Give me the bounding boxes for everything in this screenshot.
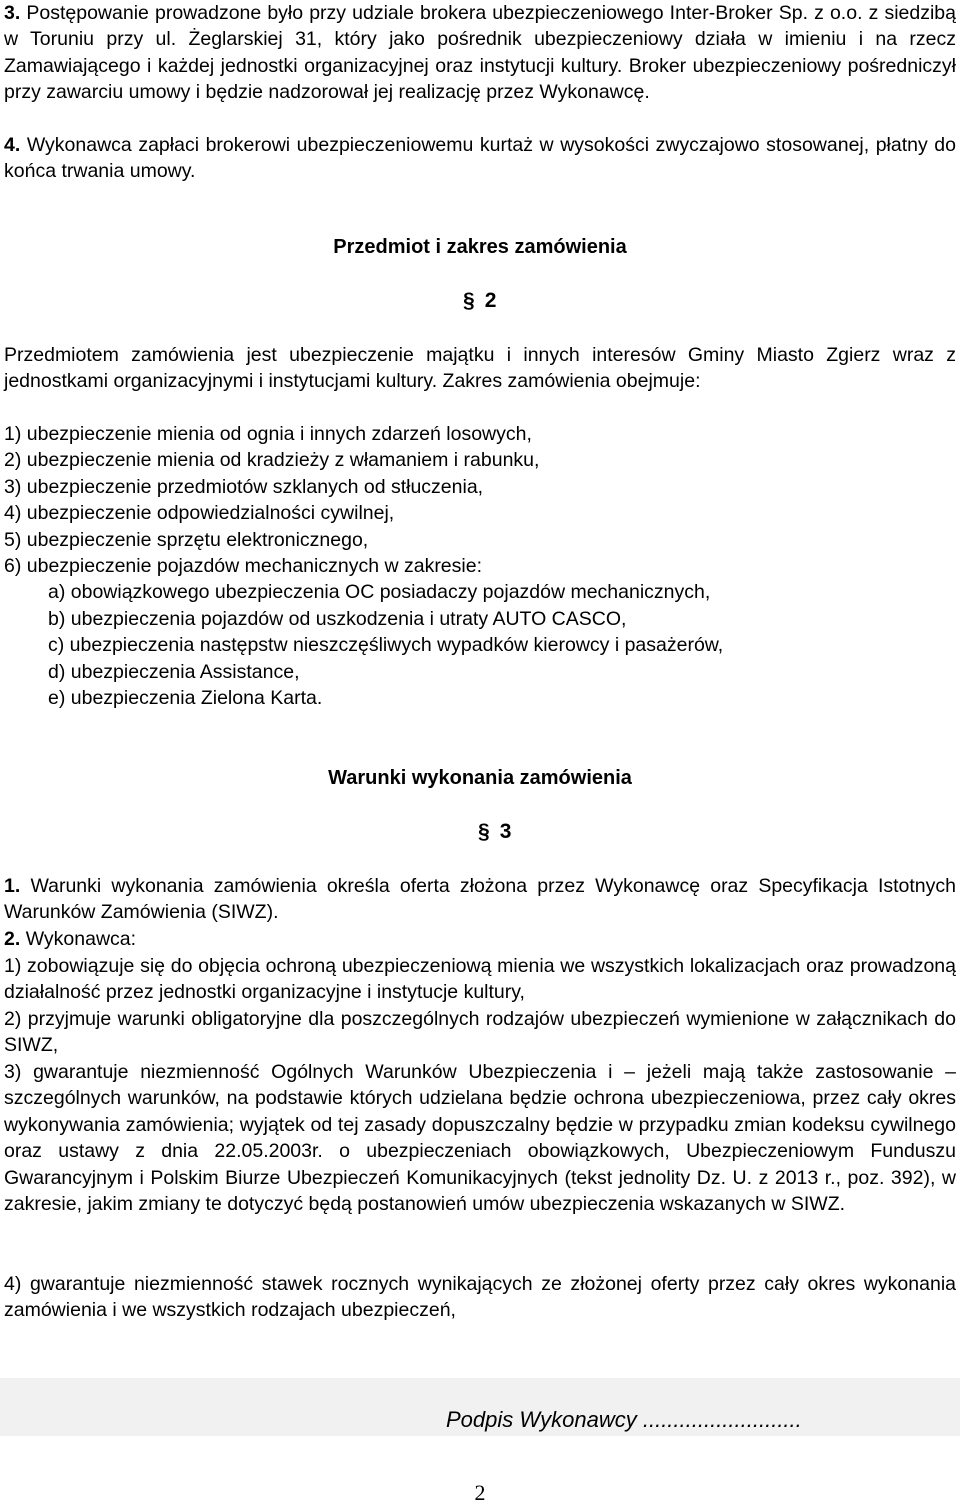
section-3-point-2	[4, 926, 956, 952]
section-3-item-2: 2) przyjmuje warunki obligatoryjne dla poszczególnych rodzajów ubezpieczeń wymienione w załącznikach do SIWZ,	[4, 1008, 956, 1057]
section-3-heading: Warunki wykonania zamówienia	[328, 767, 632, 789]
list-subitem: d) ubezpieczenia Assistance,	[48, 660, 300, 683]
section-3-number	[478, 820, 511, 844]
section-number-value: 2	[484, 289, 497, 312]
paragraph-4	[4, 132, 956, 185]
page-number: 2	[474, 1480, 486, 1505]
section-symbol: §	[463, 289, 475, 312]
paragraph-text: Wykonawca zapłaci brokerowi ubezpieczeniowemu kurtaż w wysokości zwyczajowo stosowanej, płatny do końca trwania umowy.	[4, 134, 956, 183]
list-subitem: e) ubezpieczenia Zielona Karta.	[48, 687, 323, 710]
list-item: 4) ubezpieczenie odpowiedzialności cywilnej,	[4, 502, 395, 525]
section-2-heading: Przedmiot i zakres zamówienia	[333, 236, 627, 258]
list-item: 1) ubezpieczenie mienia od ognia i innych zdarzeń losowych,	[4, 423, 532, 445]
paragraph-number: 3.	[4, 2, 21, 24]
section-2-intro: Przedmiotem zamówienia jest ubezpieczenie majątku i innych interesów Gminy Miasto Zgierz wraz z jednostkami organizacyjnymi i instytucjami kultury. Zakres zamówienia obejmuje:	[4, 344, 956, 393]
paragraph-number: 4.	[4, 134, 21, 156]
list-subitem: b) ubezpieczenia pojazdów od uszkodzenia i utraty AUTO CASCO,	[48, 607, 627, 630]
paragraph-number: 1.	[4, 875, 21, 897]
section-number-value: 3	[499, 820, 512, 843]
list-subitem: c) ubezpieczenia następstw nieszczęśliwych wypadków kierowcy i pasażerów,	[48, 634, 724, 657]
section-2-number	[463, 289, 496, 313]
paragraph-text: Warunki wykonania zamówienia określa oferta złożona przez Wykonawcę oraz Specyfikacja Istotnych Warunków Zamówienia (SIWZ).	[4, 875, 956, 924]
section-2-list	[4, 421, 956, 711]
list-item: 2) ubezpieczenie mienia od kradzieży z włamaniem i rabunku,	[4, 449, 540, 472]
list-subitem: a) obowiązkowego ubezpieczenia OC posiadaczy pojazdów mechanicznych,	[48, 581, 711, 604]
signature-line: Podpis Wykonawcy ..........................	[446, 1407, 802, 1432]
section-3-point-1	[4, 873, 956, 926]
section-3-item-4: 4) gwarantuje niezmienność stawek rocznych wynikających ze złożonej oferty przez cały okres wykonania zamówienia i we wszystkich rodzajach ubezpieczeń,	[4, 1273, 956, 1322]
paragraph-text: Postępowanie prowadzone było przy udziale brokera ubezpieczeniowego Inter-Broker Sp. z o.o. z siedzibą w Toruniu przy ul. Żeglarskiej 31, który jako pośrednik ubezpieczeniowy działa w imieniu i na rzecz Zamawiającego i każdej jednostki organizacyjnej oraz instytucji kultury. Broker ubezpieczeniowy pośredniczył przy zawarciu umowy i będzie nadzorował jej realizację przez Wykonawcę.	[4, 2, 956, 103]
section-3-item-1: 1) zobowiązuje się do objęcia ochroną ubezpieczeniową mienia we wszystkich lokalizacjach oraz prowadzoną działalność przez jednostki organizacyjne i instytucje kultury,	[4, 955, 956, 1004]
paragraph-text: Wykonawca:	[25, 928, 137, 950]
paragraph-3	[4, 0, 956, 105]
paragraph-number: 2.	[4, 928, 21, 950]
list-item: 6) ubezpieczenie pojazdów mechanicznych w zakresie:	[4, 555, 482, 578]
list-item: 5) ubezpieczenie sprzętu elektronicznego,	[4, 528, 369, 551]
list-item: 3) ubezpieczenie przedmiotów szklanych od stłuczenia,	[4, 475, 484, 498]
section-symbol: §	[478, 820, 490, 843]
section-3-item-3: 3) gwarantuje niezmienność Ogólnych Warunków Ubezpieczenia i – jeżeli mają także zastosowanie – szczególnych warunków, na podstawie których udzielana będzie ochrona ubezpieczeniowa, przez cały okres wykonywania zamówienia; wyjątek od tej zasady dopuszczalny będzie w przypadku zmian kodeksu cywilnego oraz ustawy z dnia 22.05.2003r. o ubezpieczeniach obowiązkowych, Ubezpieczeniowym Funduszu Gwarancyjnym i Polskim Biurze Ubezpieczeń Komunikacyjnych (tekst jednolity Dz. U. z 2013 r., poz. 392), w zakresie, jakim zmiany te dotyczyć będą postanowień umów ubezpieczenia wskazanych w SIWZ.	[4, 1061, 956, 1216]
